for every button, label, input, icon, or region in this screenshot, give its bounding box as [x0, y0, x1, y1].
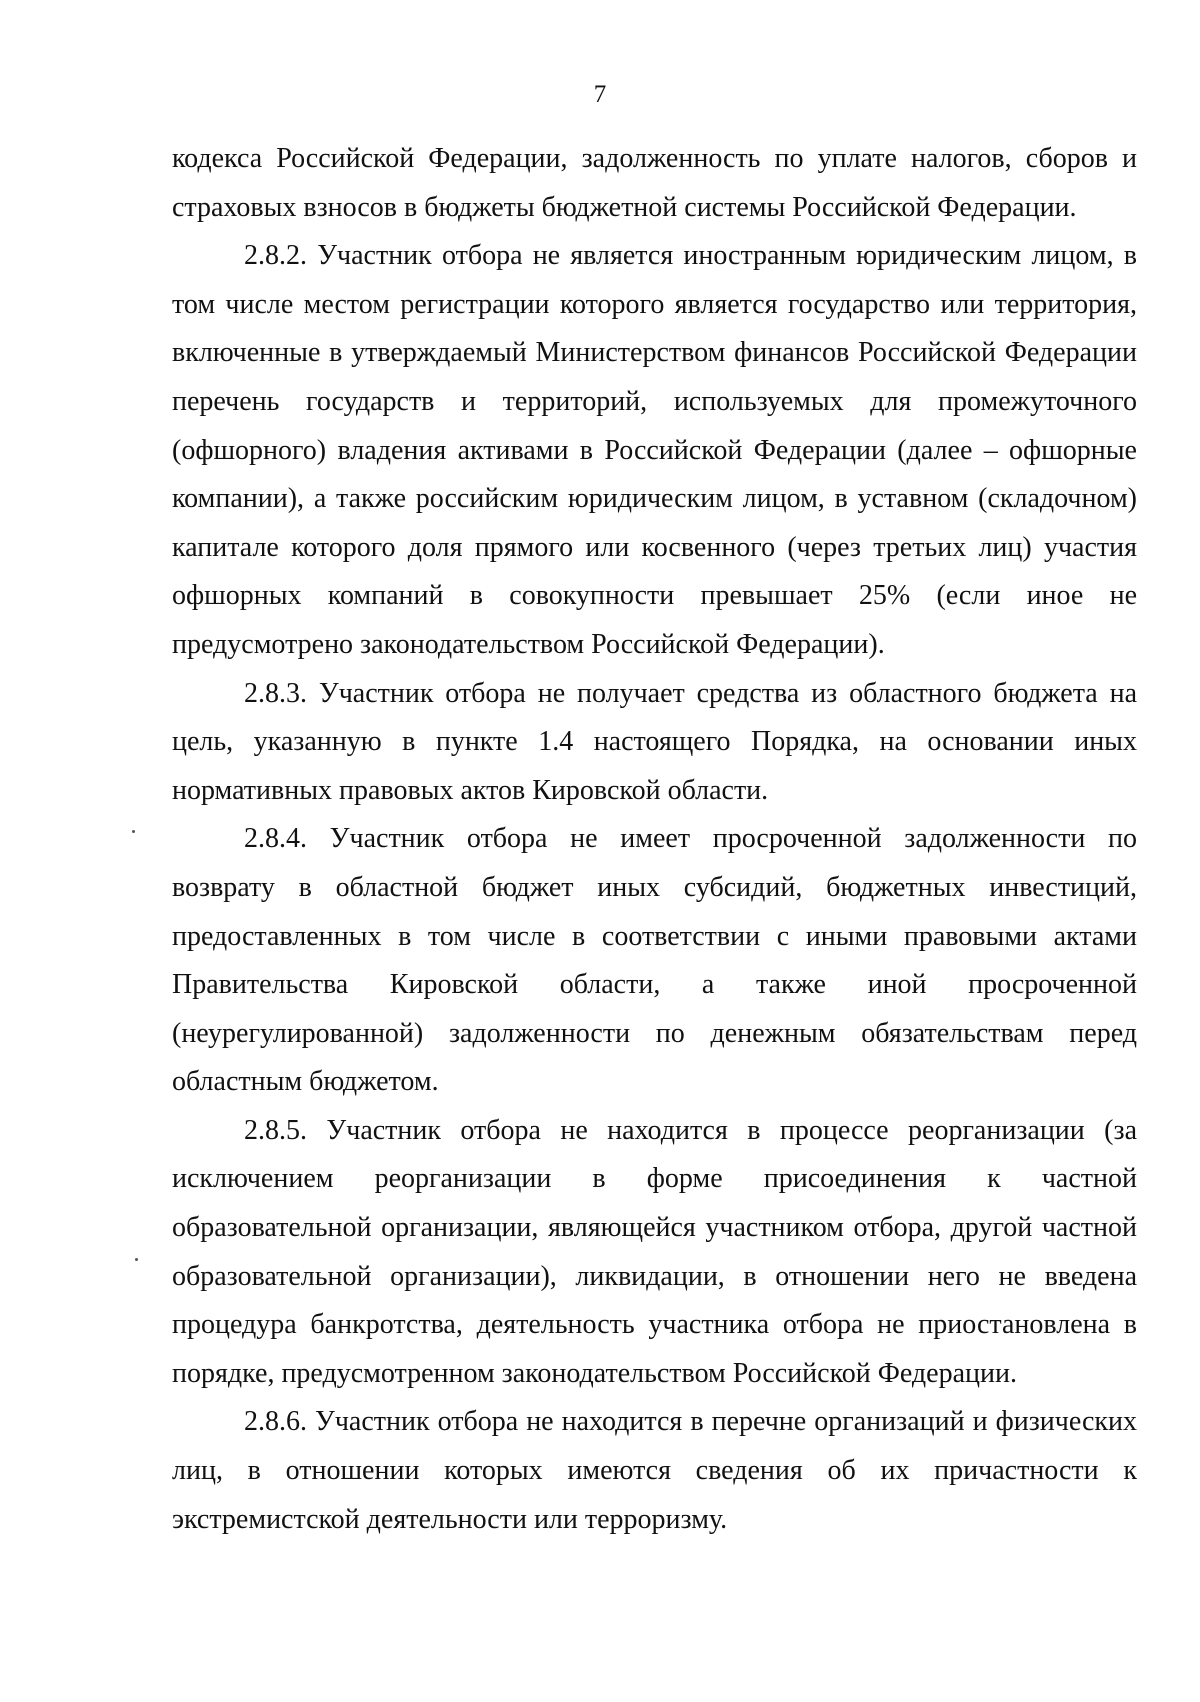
scan-speck — [132, 830, 135, 833]
scan-speck — [135, 1258, 138, 1261]
paragraph-2-8-3: 2.8.3. Участник отбора не получает средства из областного бюджета на цель, указанную в пункте 1.4 настоящего Порядка, на основании иных нормативных правовых актов Кировской области. — [172, 677, 1137, 806]
document-body — [172, 135, 1137, 1544]
paragraph-2-8-4: 2.8.4. Участник отбора не имеет просроченной задолженности по возврату в областной бюджет иных субсидий, бюджетных инвестиций, предоставленных в том числе в соответствии с иными правовыми актами Правительства Кировской области, а также иной просроченной (неурегулированной) задолженности по денежным обязательствам перед областным бюджетом. — [172, 823, 1137, 1098]
paragraph-2-8-5: 2.8.5. Участник отбора не находится в процессе реорганизации (за исключением реорганизации в форме присоединения к частной образовательной организации, являющейся участником отбора, другой частной образовательной организации), ликвидации, в отношении него не введена процедура банкротства, деятельность участника отбора не приостановлена в порядке, предусмотренном законодательством Российской Федерации. — [172, 1114, 1137, 1389]
paragraph-2-8-2: 2.8.2. Участник отбора не является иностранным юридическим лицом, в том числе местом регистрации которого является государство или территория, включенные в утверждаемый Министерством финансов Российской Федерации перечень государств и территорий, используемых для промежуточного (офшорного) владения активами в Российской Федерации (далее – офшорные компании), а также российским юридическим лицом, в уставном (складочном) капитале которого доля прямого или косвенного (через третьих лиц) участия офшорных компаний в совокупности превышает 25% (если иное не предусмотрено законодательством Российской Федерации). — [172, 240, 1137, 660]
paragraph-2-8-6: 2.8.6. Участник отбора не находится в перечне организаций и физических лиц, в отношении которых имеются сведения об их причастности к экстремистской деятельности или терроризму. — [172, 1406, 1137, 1535]
page-number: 7 — [593, 81, 607, 108]
paragraph-continuation: кодекса Российской Федерации, задолженность по уплате налогов, сборов и страховых взносов в бюджеты бюджетной системы Российской Федерации. — [172, 143, 1137, 223]
